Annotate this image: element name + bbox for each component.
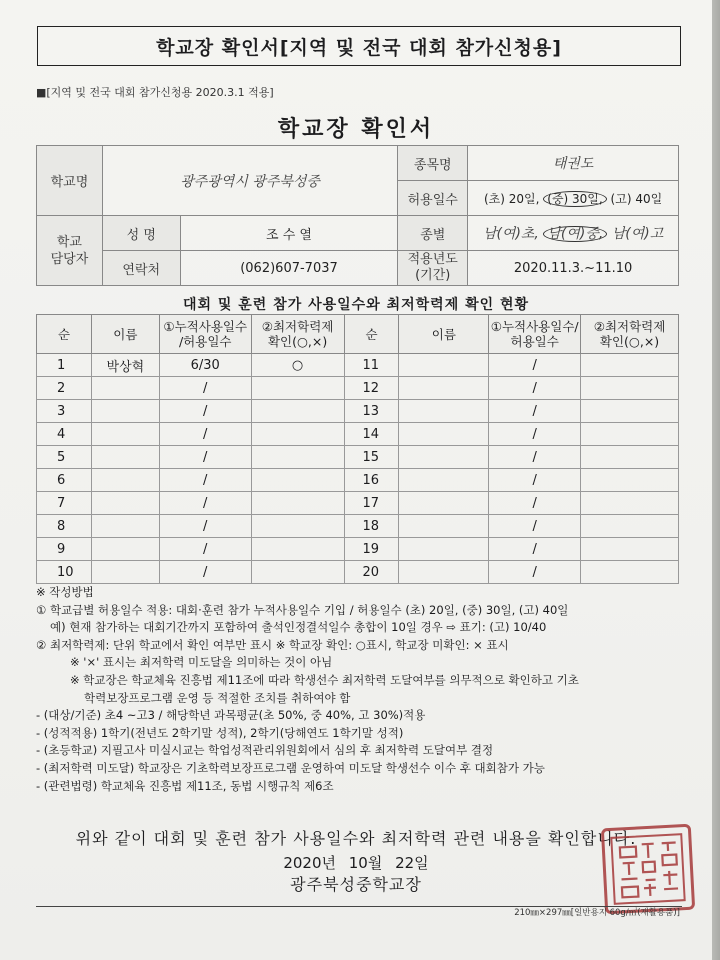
days-used-cell: /: [159, 538, 251, 561]
student-name-cell: [91, 377, 159, 400]
column-header: 순: [344, 315, 399, 354]
instruction-line: - (성적적용) 1학기(전년도 2학기말 성적), 2학기(당해연도 1학기말 성적): [36, 725, 404, 740]
min-grade-check-cell: [581, 377, 679, 400]
min-grade-check-cell: [251, 446, 344, 469]
writing-instructions: [36, 584, 686, 795]
instruction-line: - (대상/기준) 초4 ~고3 / 해당학년 과목평균(초 50%, 중 40%, 고 30%)적용: [36, 708, 426, 723]
row-number-cell: 6: [37, 469, 92, 492]
participant-table: [36, 314, 679, 584]
allowed-days-value: [468, 181, 679, 216]
min-grade-check-cell: [581, 561, 679, 584]
column-header: 이름: [91, 315, 159, 354]
table-row: [37, 400, 679, 423]
days-used-cell: /: [489, 561, 581, 584]
student-name-cell: [91, 469, 159, 492]
category-elementary: 남(여)초,: [482, 226, 539, 242]
row-number-cell: 11: [344, 354, 399, 377]
category-label: 종별: [398, 216, 468, 251]
form-subheading: ■[지역 및 전국 대회 참가신청용 2020.3.1 적용]: [36, 86, 274, 99]
row-number-cell: 14: [344, 423, 399, 446]
student-name-cell: 박상혁: [91, 354, 159, 377]
min-grade-check-cell: [251, 423, 344, 446]
school-seal-stamp: [601, 824, 695, 915]
instruction-line: 학력보장프로그램 운영 등 적절한 조치를 취하여야 함: [84, 690, 351, 705]
column-header: 이름: [399, 315, 489, 354]
table-row: [37, 538, 679, 561]
row-number-cell: 16: [344, 469, 399, 492]
table-row: [37, 492, 679, 515]
student-name-cell: [91, 400, 159, 423]
row-number-cell: 9: [37, 538, 92, 561]
days-used-cell: /: [489, 400, 581, 423]
table-row: [37, 515, 679, 538]
student-name-cell: [399, 377, 489, 400]
days-used-cell: 6/30: [159, 354, 251, 377]
period-label: 적용년도 (기간): [398, 251, 468, 286]
school-name-label: 학교명: [37, 146, 103, 216]
instruction-line: - (관련법령) 학교체육 진흥법 제11조, 동법 시행규칙 제6조: [36, 778, 334, 793]
info-table: [36, 145, 679, 286]
days-used-cell: /: [489, 469, 581, 492]
table-row: [37, 423, 679, 446]
column-header: ①누적사용일수 /허용일수: [159, 315, 251, 354]
row-number-cell: 5: [37, 446, 92, 469]
instruction-line: - (최저학력 미도달) 학교장은 기초학력보장프로그램 운영하여 미도달 학생선수 이수 후 대회참가 가능: [36, 760, 545, 775]
days-used-cell: /: [159, 492, 251, 515]
days-used-cell: /: [489, 538, 581, 561]
header-title-box: 학교장 확인서[지역 및 전국 대회 참가신청용]: [37, 26, 681, 66]
instruction-line: ※ '×' 표시는 최저학력 미도달을 의미하는 것이 아님: [70, 655, 333, 670]
column-header: ①누적사용일수/ 허용일수: [489, 315, 581, 354]
table-row: [37, 377, 679, 400]
days-used-cell: /: [489, 377, 581, 400]
row-number-cell: 1: [37, 354, 92, 377]
row-number-cell: 12: [344, 377, 399, 400]
student-name-cell: [91, 538, 159, 561]
row-number-cell: 13: [344, 400, 399, 423]
instruction-line: ※ 작성방법: [36, 585, 94, 599]
min-grade-check-cell: [251, 400, 344, 423]
column-header: ②최저학력제 확인(○,×): [251, 315, 344, 354]
student-name-cell: [399, 423, 489, 446]
contact-label: 연락처: [102, 251, 180, 286]
row-number-cell: 7: [37, 492, 92, 515]
name-value: 조 수 열: [180, 216, 398, 251]
days-used-cell: /: [159, 400, 251, 423]
page-edge-shadow: [712, 0, 720, 960]
sport-label: 종목명: [398, 146, 468, 181]
category-high: 남(여)고: [611, 226, 664, 242]
min-grade-check-cell: [251, 469, 344, 492]
min-grade-check-cell: [251, 377, 344, 400]
days-used-cell: /: [159, 469, 251, 492]
student-name-cell: [399, 538, 489, 561]
sport-value: 태권도: [468, 146, 679, 181]
days-used-cell: /: [489, 354, 581, 377]
instruction-line: - (초등학교) 지필고사 미실시교는 학업성적관리위원회에서 심의 후 최저학력 도달여부 결정: [36, 743, 494, 758]
student-name-cell: [399, 469, 489, 492]
min-grade-check-cell: [581, 538, 679, 561]
row-number-cell: 15: [344, 446, 399, 469]
instruction-line: 예) 현재 참가하는 대회기간까지 포함하여 출석인정결석일수 총합이 10일 경우 ⇨ 표기: (고) 10/40: [50, 620, 547, 635]
period-value: 2020.11.3.~11.10: [468, 251, 679, 286]
paper-spec: 210㎜×297㎜[일반용지 60g/㎡(재활용품)]: [514, 908, 680, 918]
category-value: [468, 216, 679, 251]
row-number-cell: 18: [344, 515, 399, 538]
principal-signature-line: 광주북성중학교장: [290, 875, 422, 894]
days-used-cell: /: [159, 515, 251, 538]
allowed-days-label: 허용일수: [398, 181, 468, 216]
row-number-cell: 3: [37, 400, 92, 423]
min-grade-check-cell: ○: [251, 354, 344, 377]
row-number-cell: 4: [37, 423, 92, 446]
row-number-cell: 17: [344, 492, 399, 515]
name-label: 성 명: [102, 216, 180, 251]
min-grade-check-cell: [581, 423, 679, 446]
min-grade-check-cell: [251, 492, 344, 515]
row-number-cell: 2: [37, 377, 92, 400]
min-grade-check-cell: [581, 469, 679, 492]
school-name-value: 광주광역시 광주북성중: [102, 146, 397, 216]
instruction-line: ② 최저학력제: 단위 학교에서 확인 여부만 표시 ※ 학교장 확인: ○표시, 학교장 미확인: × 표시: [36, 637, 509, 652]
table-row: [37, 354, 679, 377]
min-grade-check-cell: [251, 515, 344, 538]
student-name-cell: [91, 515, 159, 538]
section-title: 대회 및 훈련 참가 사용일수와 최저학력제 확인 현황: [182, 297, 530, 313]
student-name-cell: [399, 400, 489, 423]
row-number-cell: 20: [344, 561, 399, 584]
min-grade-check-cell: [251, 561, 344, 584]
instruction-line: ※ 학교장은 학교체육 진흥법 제11조에 따라 학생선수 최저학력 도달여부를 의무적으로 확인하고 기초: [70, 672, 579, 687]
min-grade-check-cell: [581, 446, 679, 469]
days-used-cell: /: [489, 515, 581, 538]
table-row: [37, 446, 679, 469]
min-grade-check-cell: [581, 400, 679, 423]
student-name-cell: [399, 492, 489, 515]
category-middle-circled: 남(여)중,: [543, 226, 607, 242]
min-grade-check-cell: [581, 515, 679, 538]
issue-date: 2020년 10월 22일: [283, 854, 429, 872]
min-grade-check-cell: [581, 354, 679, 377]
student-name-cell: [91, 561, 159, 584]
days-used-cell: /: [489, 423, 581, 446]
days-used-cell: /: [159, 423, 251, 446]
student-name-cell: [91, 423, 159, 446]
allowed-days-middle-circled: (중) 30일,: [543, 191, 606, 207]
page-title: 학교장 확인서: [277, 117, 435, 142]
days-used-cell: /: [159, 377, 251, 400]
student-name-cell: [399, 446, 489, 469]
min-grade-check-cell: [251, 538, 344, 561]
instruction-line: ① 학교급별 허용일수 적용: 대회·훈련 참가 누적사용일수 기입 / 허용일수 (초) 20일, (중) 30일, (고) 40일: [36, 602, 569, 617]
allowed-days-high: (고) 40일: [610, 191, 663, 206]
confirmation-statement: 위와 같이 대회 및 훈련 참가 사용일수와 최저학력 관련 내용을 확인합니다.: [75, 829, 637, 848]
days-used-cell: /: [489, 446, 581, 469]
contact-value: (062)607-7037: [180, 251, 398, 286]
row-number-cell: 8: [37, 515, 92, 538]
seal-glyphs-icon: [607, 830, 689, 908]
row-number-cell: 19: [344, 538, 399, 561]
table-row: [37, 561, 679, 584]
row-number-cell: 10: [37, 561, 92, 584]
column-header: ②최저학력제 확인(○,×): [581, 315, 679, 354]
manager-label: 학교 담당자: [37, 216, 103, 286]
student-name-cell: [399, 561, 489, 584]
student-name-cell: [91, 446, 159, 469]
days-used-cell: /: [489, 492, 581, 515]
min-grade-check-cell: [581, 492, 679, 515]
student-name-cell: [91, 492, 159, 515]
table-row: [37, 469, 679, 492]
student-name-cell: [399, 515, 489, 538]
student-name-cell: [399, 354, 489, 377]
days-used-cell: /: [159, 561, 251, 584]
column-header: 순: [37, 315, 92, 354]
allowed-days-elementary: (초) 20일,: [483, 191, 540, 206]
days-used-cell: /: [159, 446, 251, 469]
